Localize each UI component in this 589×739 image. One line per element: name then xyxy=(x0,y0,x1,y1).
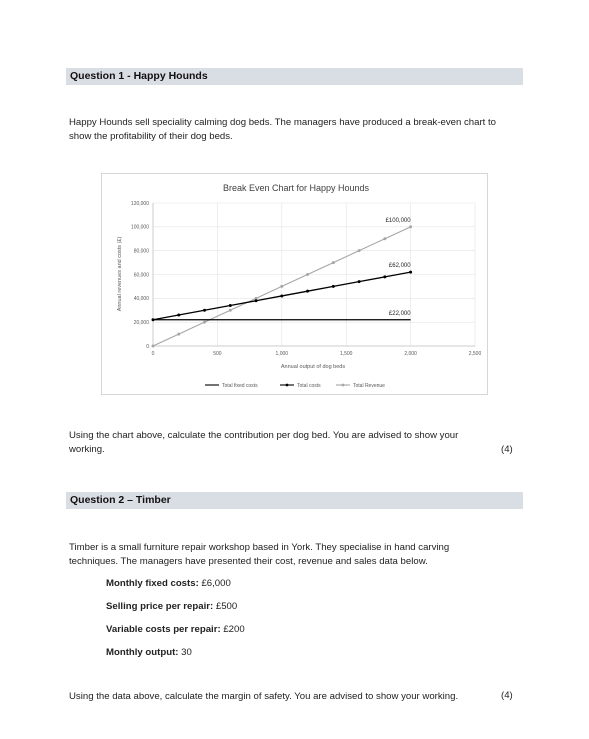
data-point xyxy=(358,249,361,252)
data-label: £100,000 xyxy=(385,217,411,224)
data-point xyxy=(332,285,335,288)
data-point xyxy=(177,314,180,317)
field-value: £6,000 xyxy=(201,578,231,589)
intro-line: Happy Hounds sell speciality calming dog beds. The managers have produced a break-even chart to xyxy=(69,117,496,128)
question-1-prompt xyxy=(69,429,519,457)
data-point xyxy=(409,225,412,228)
x-tick-label: 1,000 xyxy=(275,351,289,357)
question-2-prompt: Using the data above, calculate the margin of safety. You are advised to show your working. xyxy=(69,691,459,702)
question-2-heading: Question 2 – Timber xyxy=(66,492,523,509)
x-tick-label: 2,000 xyxy=(404,351,417,357)
y-tick-label: 0 xyxy=(146,343,149,350)
chart-title: Break Even Chart for Happy Hounds xyxy=(222,183,370,193)
legend-label: Total fixed costs xyxy=(222,382,258,389)
data-point xyxy=(332,261,335,264)
prompt-line: Using the chart above, calculate the contribution per dog bed. You are advised to show your xyxy=(69,430,459,441)
data-point xyxy=(229,304,232,307)
data-point xyxy=(177,333,180,336)
data-point xyxy=(203,321,206,324)
data-point xyxy=(306,290,309,293)
field-value: 30 xyxy=(181,647,192,658)
field-value: £500 xyxy=(215,601,238,612)
legend-label: Total costs xyxy=(297,382,321,389)
x-tick-label: 0 xyxy=(151,351,155,357)
field-monthly-fixed-costs: Monthly fixed costs: £6,000 xyxy=(106,578,231,589)
field-monthly-output: Monthly output: 30 xyxy=(106,647,192,658)
legend-label: Total Revenue xyxy=(353,382,385,389)
y-axis-title: Annual revenues and costs (£) xyxy=(117,236,123,312)
x-tick-label: 500 xyxy=(213,351,222,357)
y-tick-label: 100,000 xyxy=(130,224,149,231)
x-tick-label: 2,500 xyxy=(468,351,482,357)
question-2-marks: (4) xyxy=(501,690,513,701)
data-point xyxy=(203,309,206,312)
data-point xyxy=(358,280,361,283)
data-label: £22,000 xyxy=(388,310,411,317)
break-even-chart xyxy=(101,173,488,395)
field-label: Selling price per repair xyxy=(106,601,210,612)
field-label: Variable costs per repair xyxy=(106,624,218,635)
field-value: £200 xyxy=(223,624,245,635)
axis-layer xyxy=(131,201,482,357)
prompt-line: working. xyxy=(69,444,105,455)
data-point xyxy=(255,299,258,302)
data-point xyxy=(280,285,283,288)
data-point xyxy=(280,294,283,297)
question-1-marks: (4) xyxy=(501,444,513,455)
data-point xyxy=(306,273,309,276)
intro-line: Timber is a small furniture repair workshop based in York. They specialise in hand carving xyxy=(69,542,450,553)
legend-marker xyxy=(286,384,289,387)
legend xyxy=(205,383,385,389)
y-tick-label: 120,000 xyxy=(130,200,149,207)
field-label: Monthly fixed costs xyxy=(106,578,196,589)
y-tick-label: 20,000 xyxy=(133,319,149,326)
y-tick-label: 40,000 xyxy=(133,296,149,303)
chart-svg xyxy=(102,174,487,394)
data-point xyxy=(152,345,155,348)
grid-layer xyxy=(153,203,475,346)
legend-marker xyxy=(342,384,345,387)
data-point xyxy=(229,309,232,312)
question-1-intro xyxy=(69,116,519,144)
data-label: £62,000 xyxy=(388,263,411,270)
field-label: Monthly output xyxy=(106,647,176,658)
y-tick-label: 60,000 xyxy=(133,272,149,279)
question-2-intro xyxy=(69,541,519,569)
intro-line: show the profitability of their dog beds. xyxy=(69,131,233,142)
question-1-heading: Question 1 - Happy Hounds xyxy=(66,68,523,85)
y-tick-label: 80,000 xyxy=(133,248,149,255)
field-variable-costs: Variable costs per repair: £200 xyxy=(106,624,245,635)
x-tick-label: 1,500 xyxy=(339,351,353,357)
data-point xyxy=(383,237,386,240)
data-point xyxy=(383,275,386,278)
intro-line: techniques. The managers have presented their cost, revenue and sales data below. xyxy=(69,556,428,567)
field-selling-price: Selling price per repair: £500 xyxy=(106,601,238,612)
data-point xyxy=(409,271,412,274)
x-axis-title: Annual output of dog beds xyxy=(280,364,346,370)
